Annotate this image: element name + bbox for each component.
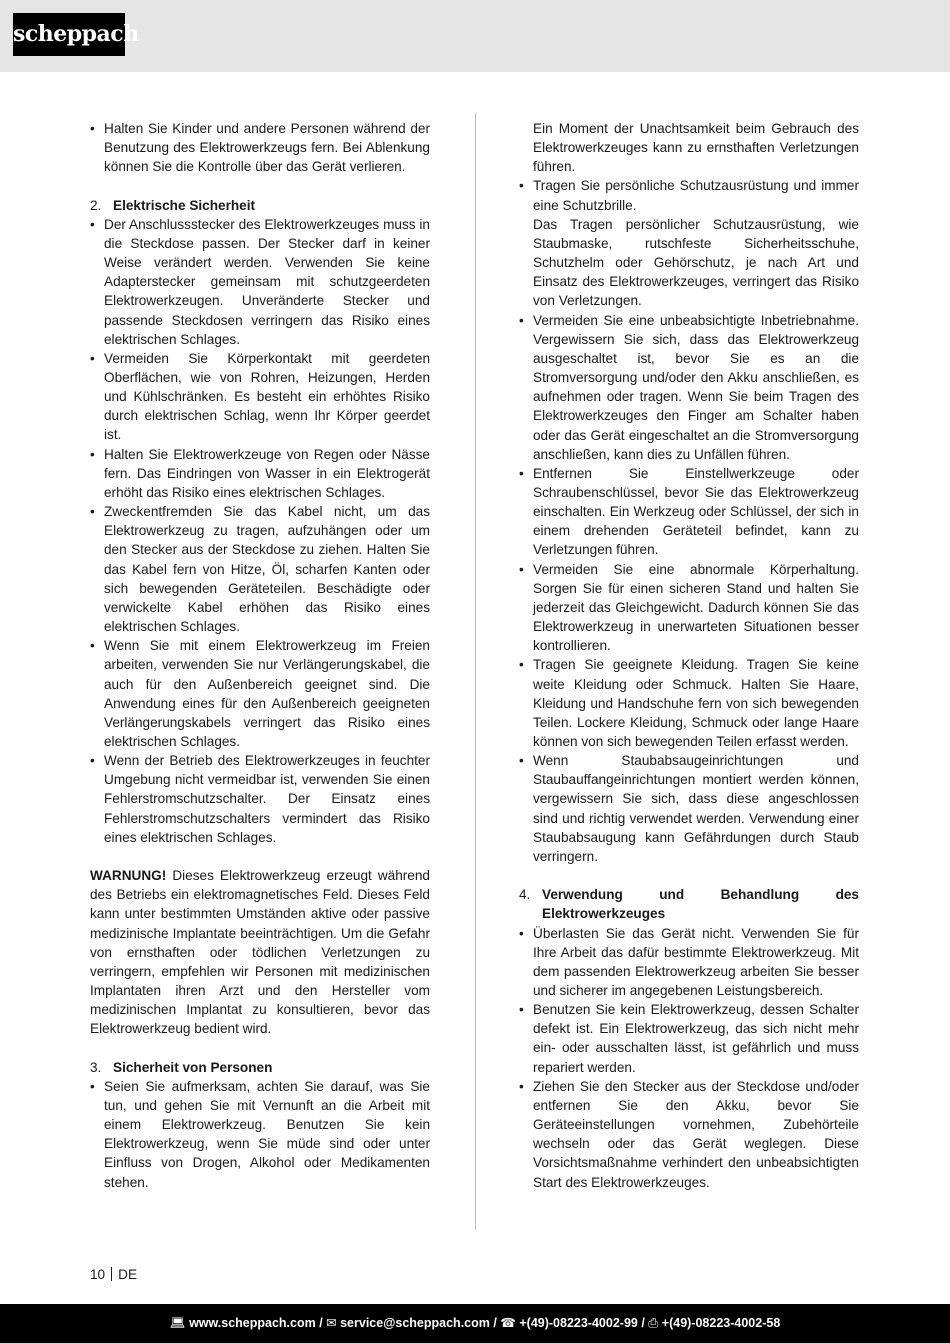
list-item: • Wenn der Betrieb des Elektrowerkzeuges in feuchter Umgebung nicht vermeidbar ist, verwenden Sie einen Fehlerstromschutzschalter. Der Einsatz eines Fehlerstromschutzschalters vermindert das Risiko eines elektrischen Schlages.	[90, 751, 430, 847]
page-number-value: 10	[90, 1267, 106, 1282]
section-2-heading	[90, 196, 430, 215]
page-separator	[111, 1267, 112, 1281]
column-divider	[475, 113, 476, 1230]
right-column	[519, 119, 859, 1192]
footer-email[interactable]: service@scheppach.com	[340, 1316, 490, 1330]
left-column	[90, 119, 430, 1192]
list-item: • Wenn Sie mit einem Elektrowerkzeug im Freien arbeiten, verwenden Sie nur Verlängerungskabel, die auch für den Außenbereich geeignet sind. Die Anwendung eines für den Außenbereich geeigneten Verlängerungskabels verringert das Risiko eines elektrischen Schlages.	[90, 636, 430, 751]
list-item: • Zweckentfremden Sie das Kabel nicht, um das Elektrowerkzeug zu tragen, aufzuhängen oder um den Stecker aus der Steckdose zu ziehen. Halten Sie das Kabel fern von Hitze, Öl, scharfen Kanten oder sich bewegenden Geräteteilen. Beschädigte oder verwickelte Kabel erhöhen das Risiko eines elektrischen Schlages.	[90, 502, 430, 636]
fax-icon: ⎙	[648, 1316, 659, 1330]
warning-text: Dieses Elektrowerkzeug erzeugt während des Betriebs ein elektromagnetisches Feld. Dieses Feld kann unter bestimmten Umständen aktive oder passive medizinische Implantate beeinträchtigen. Um die Gefahr von ernsthaften oder tödlichen Verletzungen zu verringern, empfehlen wir Personen mit medizinischen Implantaten ihren Arzt und den Hersteller vom medizinischen Implantat zu konsultieren, bevor das Elektrowerkzeug bedient wird.	[90, 868, 430, 1037]
list-item: • Überlasten Sie das Gerät nicht. Verwenden Sie für Ihre Arbeit das dafür bestimmte Elektrowerkzeug. Mit dem passenden Elektrowerkzeug arbeiten Sie besser und sicherer im angegebenen Leistungsbereich.	[519, 924, 859, 1001]
list-item: • Entfernen Sie Einstellwerkzeuge oder Schraubenschlüssel, bevor Sie das Elektrowerkzeug einschalten. Ein Werkzeug oder Schlüssel, der sich in einem drehenden Geräteteil befindet, kann zu Verletzungen führen.	[519, 464, 859, 560]
section-3-heading	[90, 1058, 430, 1077]
footer-separator: /	[637, 1316, 649, 1330]
section-title: Sicherheit von Personen	[113, 1059, 273, 1075]
phone-icon: ☎	[500, 1316, 516, 1330]
computer-icon: 💻︎	[169, 1316, 186, 1330]
footer-fax: +(49)-08223-4002-58	[661, 1316, 781, 1330]
footer-website[interactable]: www.scheppach.com	[189, 1316, 316, 1330]
warning-label: WARNUNG!	[90, 868, 167, 884]
page-language: DE	[118, 1267, 138, 1282]
list-item: • Vermeiden Sie eine unbeabsichtigte Inbetriebnahme. Vergewissern Sie sich, dass das Elektrowerkzeug ausgeschaltet ist, bevor Sie es an die Stromversorgung und/oder den Akku anschließen, es aufnehmen oder tragen. Wenn Sie beim Tragen des Elektrowerkzeuges den Finger am Schalter haben oder das Gerät eingeschaltet an die Stromversorgung anschließen, kann dies zu Unfällen führen.	[519, 311, 859, 464]
header-bar	[0, 0, 950, 72]
list-item: • Ziehen Sie den Stecker aus der Steckdose und/oder entfernen Sie den Akku, bevor Sie Geräteeinstellungen vornehmen, Zubehörteile wechseln oder das Gerät weglegen. Diese Vorsichtsmaßnahme verhindert den unbeabsichtigten Start des Elektrowerkzeuges.	[519, 1077, 859, 1192]
list-item: • Vermeiden Sie Körperkontakt mit geerdeten Oberflächen, wie von Rohren, Heizungen, Herden und Kühlschränken. Es besteht ein erhöhtes Risiko durch elektrischen Schlag, wenn Ihr Körper geerdet ist.	[90, 349, 430, 445]
section-number: 2.	[90, 197, 102, 213]
list-item-detail: Das Tragen persönlicher Schutzausrüstung, wie Staubmaske, rutschfeste Sicherheitsschuhe, Schutzhelm oder Gehörschutz, je nach Art und Einsatz des Elektrowerkzeuges, verringert das Risiko von Verletzungen.	[533, 216, 859, 309]
footer-separator: /	[489, 1316, 501, 1330]
list-item: • Seien Sie aufmerksam, achten Sie darauf, was Sie tun, und gehen Sie mit Vernunft an die Arbeit mit einem Elektrowerkzeug. Benutzen Sie kein Elektrowerkzeug, wenn Sie müde sind oder unter Einfluss von Drogen, Alkohol oder Medikamenten stehen.	[90, 1077, 430, 1192]
footer-bar	[0, 1304, 950, 1343]
brand-logo: scheppach	[13, 13, 125, 56]
section-title: Elektrische Sicherheit	[113, 197, 256, 213]
list-item: • Halten Sie Elektrowerkzeuge von Regen oder Nässe fern. Das Eindringen von Wasser in ein Elektrogerät erhöht das Risiko eines elektrischen Schlages.	[90, 445, 430, 502]
list-item: • Der Anschlussstecker des Elektrowerkzeuges muss in die Steckdose passen. Der Stecker darf in keiner Weise verändert werden. Verwenden Sie keine Adapterstecker gemeinsam mit schutzgeerdeten Elektrowerkzeugen. Unveränderte Stecker und passende Steckdosen verringern das Risiko eines elektrischen Schlages.	[90, 215, 430, 349]
mail-icon: ✉	[326, 1316, 337, 1330]
section-number: 4.	[519, 887, 531, 903]
list-item: • Halten Sie Kinder und andere Personen während der Benutzung des Elektrowerkzeugs fern. Bei Ablenkung können Sie die Kontrolle über das Gerät verlieren.	[90, 119, 430, 176]
section-4-heading	[519, 885, 859, 923]
footer-phone: +(49)-08223-4002-99	[519, 1316, 638, 1330]
list-item: • Tragen Sie geeignete Kleidung. Tragen Sie keine weite Kleidung oder Schmuck. Halten Sie Haare, Kleidung und Handschuhe fern von sich bewegenden Teilen. Lockere Kleidung, Schmuck oder lange Haare können von sich bewegenden Teilen erfasst werden.	[519, 655, 859, 751]
list-item: • Vermeiden Sie eine abnormale Körperhaltung. Sorgen Sie für einen sicheren Stand und halten Sie jederzeit das Gleichgewicht. Dadurch können Sie das Elektrowerkzeug in unerwarteten Situationen besser kontrollieren.	[519, 560, 859, 656]
list-item: • Wenn Staubabsaugeinrichtungen und Staubauffangeinrichtungen montiert werden können, vergewissern Sie sich, dass diese angeschlossen sind und richtig verwendet werden. Verwendung einer Staubabsaugung kann Gefährdungen durch Staub verringern.	[519, 751, 859, 866]
list-item: • Tragen Sie persönliche Schutzausrüstung und immer eine Schutzbrille.	[519, 176, 859, 214]
section-title: Verwendung und Behandlung des Elektrowerkzeuges	[542, 887, 859, 922]
list-item: • Benutzen Sie kein Elektrowerkzeug, dessen Schalter defekt ist. Ein Elektrowerkzeug, das sich nicht mehr ein- oder ausschalten lässt, ist gefährlich und muss repariert werden.	[519, 1000, 859, 1077]
footer-separator: /	[315, 1316, 327, 1330]
warning-paragraph	[90, 866, 430, 1038]
page-number	[90, 1265, 137, 1284]
section-number: 3.	[90, 1059, 102, 1075]
continued-text: Ein Moment der Unachtsamkeit beim Gebrauch des Elektrowerkzeuges kann zu ernsthaften Verletzungen führen.	[533, 121, 859, 175]
